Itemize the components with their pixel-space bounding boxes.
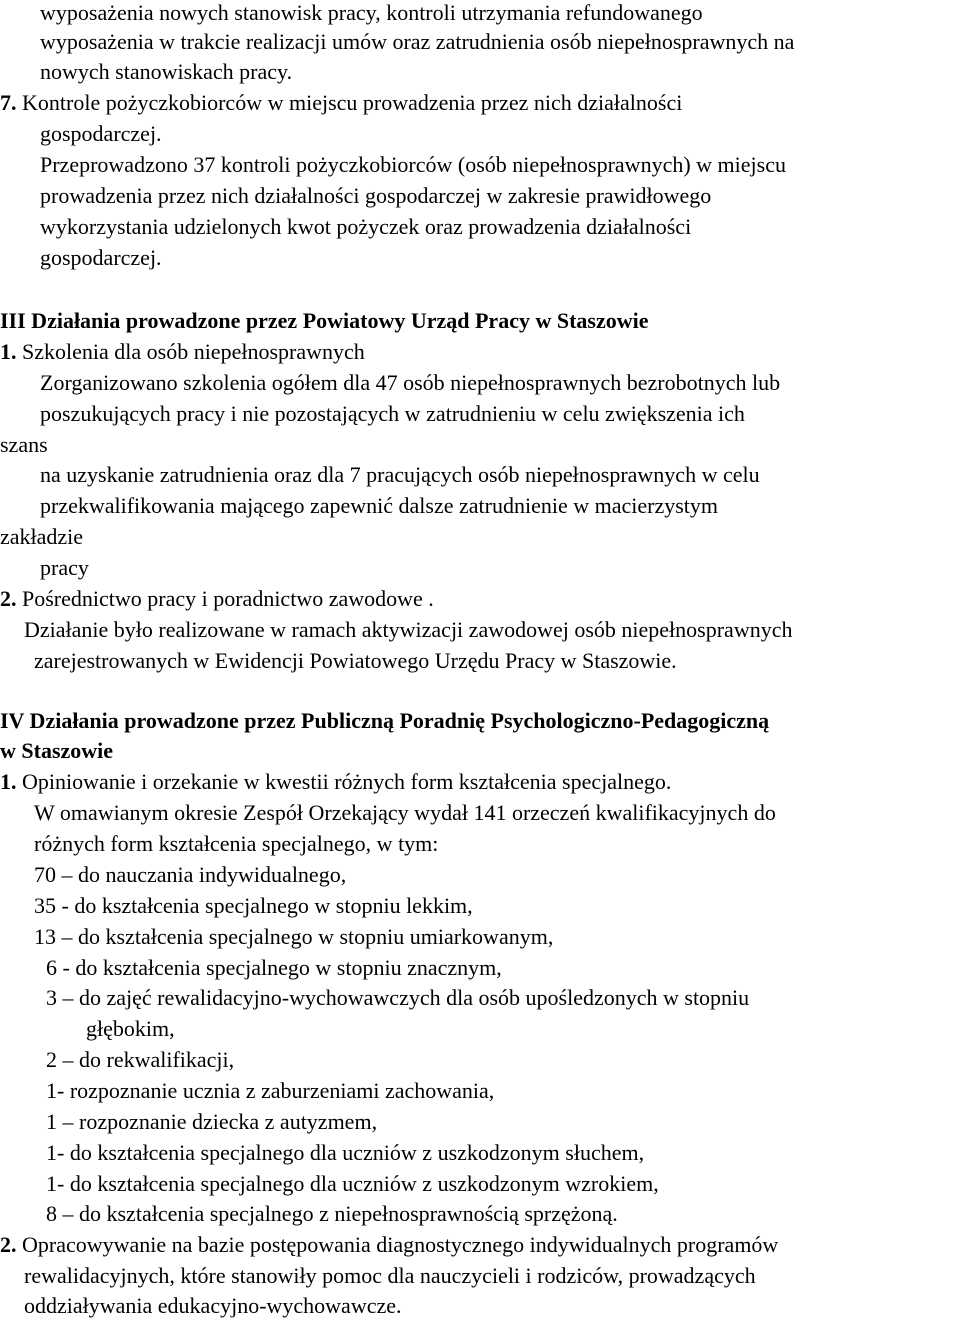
item-number: 7. — [0, 90, 17, 115]
paragraph-line: szans — [0, 432, 48, 457]
paragraph-line: przekwalifikowania mającego zapewnić dalsze zatrudnienie w macierzystym — [40, 493, 719, 518]
paragraph-line: poszukujących pracy i nie pozostających w zatrudnieniu w celu zwiększenia ich — [40, 401, 745, 426]
section-heading-continuation: w Staszowie — [0, 738, 114, 763]
paragraph-line: pracy — [40, 555, 89, 580]
paragraph-line: Zorganizowano szkolenia ogółem dla 47 osób niepełnosprawnych bezrobotnych lub — [40, 370, 781, 395]
item-title — [0, 769, 671, 795]
paragraph-line: oddziaływania edukacyjno-wychowawcze. — [24, 1293, 402, 1318]
item-number: 1. — [0, 769, 17, 794]
paragraph-line: na uzyskanie zatrudnienia oraz dla 7 pracujących osób niepełnosprawnych w celu — [40, 462, 760, 487]
item-title-text: Opiniowanie i orzekanie w kwestii różnych form kształcenia specjalnego. — [16, 769, 672, 794]
paragraph-line: rewalidacyjnych, które stanowiły pomoc dla nauczycieli i rodziców, prowadzących — [24, 1263, 756, 1288]
item-number: 2. — [0, 586, 17, 611]
list-item: 3 – do zajęć rewalidacyjno-wychowawczych dla osób upośledzonych w stopniu — [46, 985, 750, 1010]
paragraph-line: zakładzie — [0, 524, 84, 549]
list-item: 13 – do kształcenia specjalnego w stopniu umiarkowanym, — [34, 924, 554, 949]
section-heading: III Działania prowadzone przez Powiatowy Urząd Pracy w Staszowie — [0, 308, 649, 333]
paragraph-line: różnych form kształcenia specjalnego, w tym: — [34, 831, 439, 856]
paragraph-line: W omawianym okresie Zespół Orzekający wydał 141 orzeczeń kwalifikacyjnych do — [34, 800, 776, 825]
list-item: 70 – do nauczania indywidualnego, — [34, 862, 347, 887]
section-heading: IV Działania prowadzone przez Publiczną Poradnię Psychologiczno-Pedagogiczną — [0, 708, 770, 733]
list-item: 35 - do kształcenia specjalnego w stopniu lekkim, — [34, 893, 473, 918]
item-number: 1. — [0, 339, 17, 364]
paragraph-line: Przeprowadzono 37 kontroli pożyczkobiorców (osób niepełnosprawnych) w miejscu — [40, 152, 786, 177]
paragraph-line: prowadzenia przez nich działalności gospodarczej w zakresie prawidłowego — [40, 183, 712, 208]
item-title-text: Szkolenia dla osób niepełnosprawnych — [16, 339, 365, 364]
list-item: 1- do kształcenia specjalnego dla uczniów z uszkodzonym wzrokiem, — [46, 1171, 659, 1196]
list-item: 8 – do kształcenia specjalnego z niepełnosprawnością sprzężoną. — [46, 1201, 618, 1226]
list-item: 2 – do rekwalifikacji, — [46, 1047, 235, 1072]
item-title-continuation: gospodarczej. — [40, 121, 162, 146]
paragraph-line: wykorzystania udzielonych kwot pożyczek oraz prowadzenia działalności — [40, 214, 692, 239]
item-number: 2. — [0, 1232, 17, 1257]
item-title — [0, 339, 365, 365]
paragraph-line: wyposażenia w trakcie realizacji umów oraz zatrudnienia osób niepełnosprawnych na — [40, 29, 795, 54]
item-title — [0, 586, 434, 612]
list-item: 1- rozpoznanie ucznia z zaburzeniami zachowania, — [46, 1078, 495, 1103]
list-item: 1- do kształcenia specjalnego dla uczniów z uszkodzonym słuchem, — [46, 1140, 645, 1165]
item-title-text: Pośrednictwo pracy i poradnictwo zawodowe . — [16, 586, 434, 611]
paragraph-line: wyposażenia nowych stanowisk pracy, kontroli utrzymania refundowanego — [40, 0, 703, 25]
list-item: 1 – rozpoznanie dziecka z autyzmem, — [46, 1109, 378, 1134]
paragraph-line: gospodarczej. — [40, 245, 162, 270]
paragraph-line: Działanie było realizowane w ramach aktywizacji zawodowej osób niepełnosprawnych — [24, 617, 793, 642]
item-7-title — [0, 90, 682, 116]
item-title-text: Opracowywanie na bazie postępowania diagnostycznego indywidualnych programów — [16, 1232, 779, 1257]
item-title-text: Kontrole pożyczkobiorców w miejscu prowadzenia przez nich działalności — [16, 90, 683, 115]
list-item-continuation: głębokim, — [86, 1016, 175, 1041]
list-item: 6 - do kształcenia specjalnego w stopniu znacznym, — [46, 955, 502, 980]
item-title — [0, 1232, 778, 1258]
paragraph-line: zarejestrowanych w Ewidencji Powiatowego Urzędu Pracy w Staszowie. — [34, 648, 677, 673]
paragraph-line: nowych stanowiskach pracy. — [40, 59, 293, 84]
